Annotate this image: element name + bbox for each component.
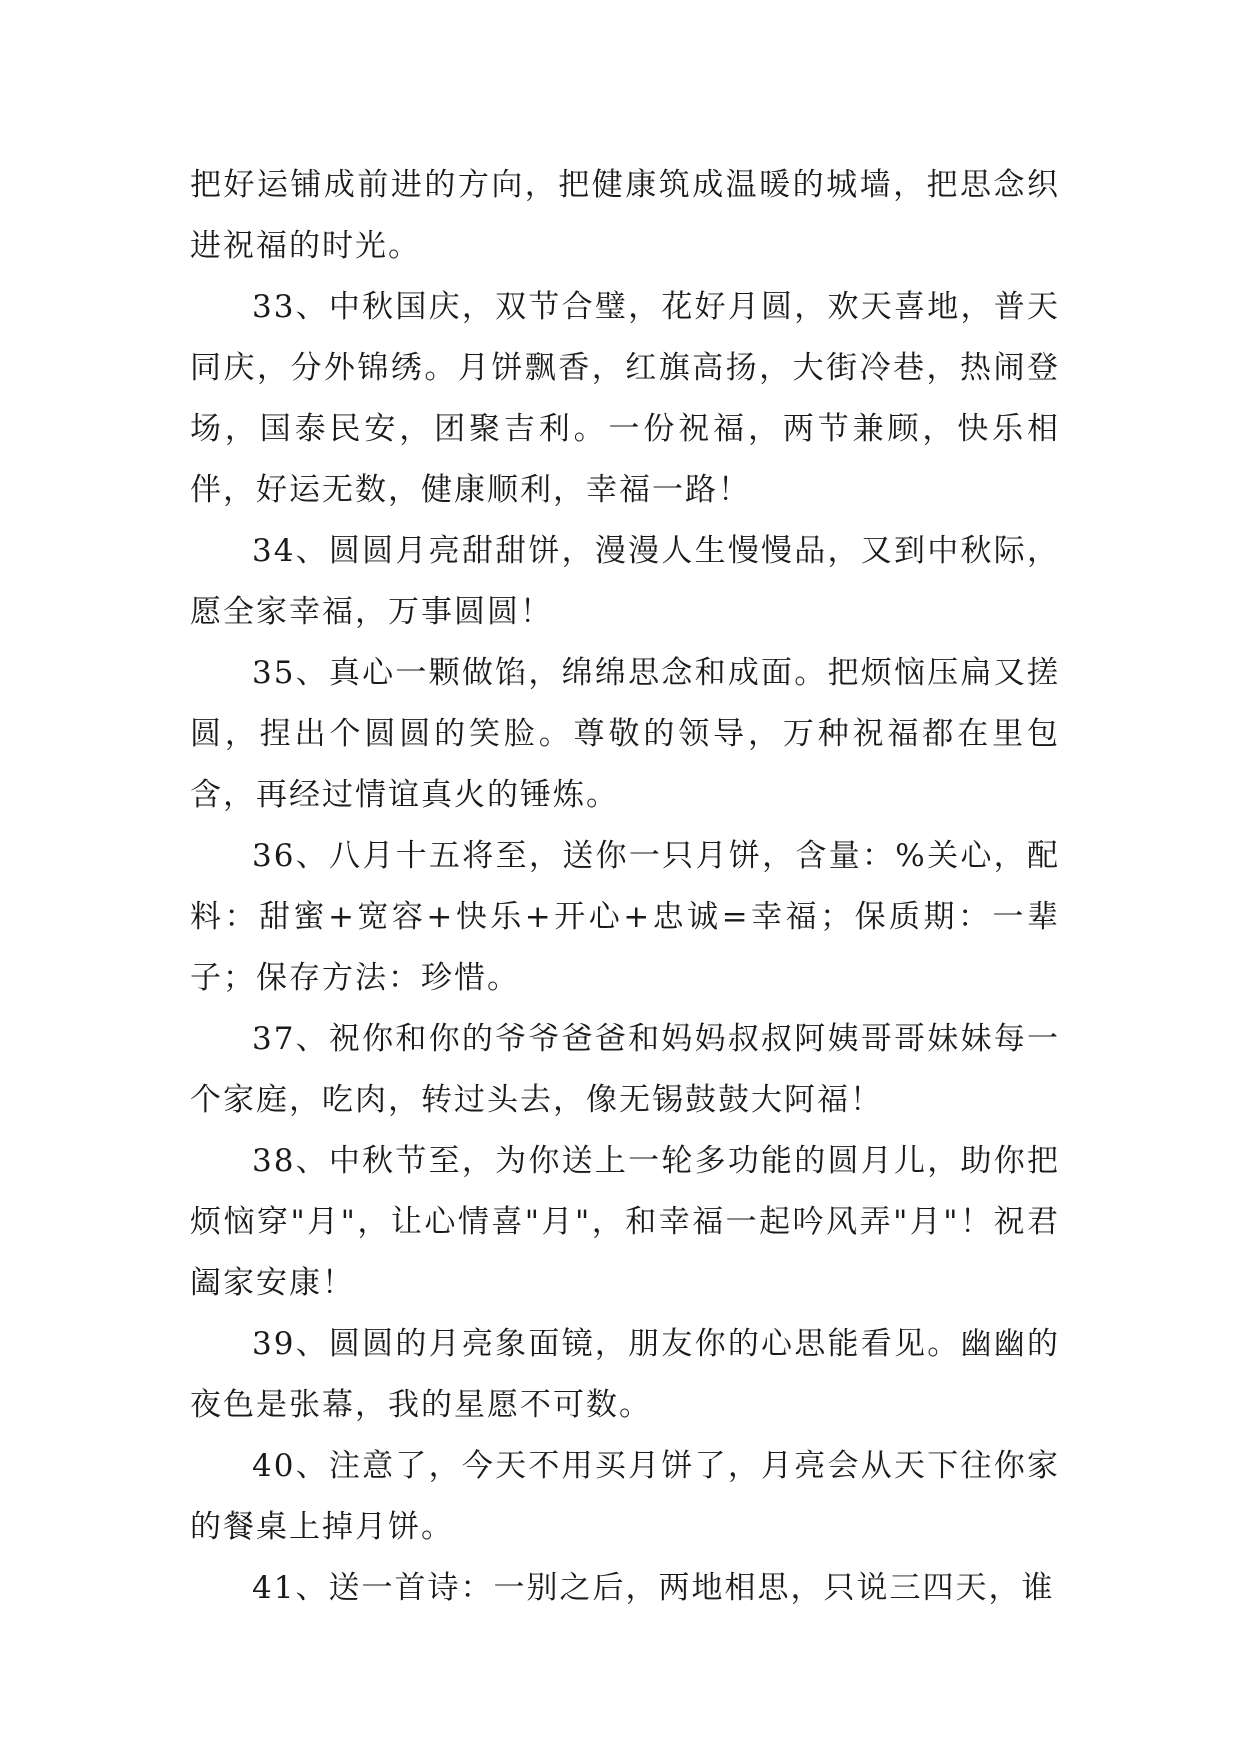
paragraph-39: 39、圆圆的月亮象面镜，朋友你的心思能看见。幽幽的夜色是张幕，我的星愿不可数。: [190, 1326, 1060, 1423]
paragraph-38: 38、中秋节至，为你送上一轮多功能的圆月儿，助你把烦恼穿"月"，让心情喜"月"，和幸福一起吟风弄"月"！祝君阖家安康！: [190, 1143, 1060, 1301]
paragraph-35: 35、真心一颗做馅，绵绵思念和成面。把烦恼压扁又搓圆，捏出个圆圆的笑脸。尊敬的领导，万种祝福都在里包含，再经过情谊真火的锤炼。: [190, 655, 1060, 813]
paragraph-36: 36、八月十五将至，送你一只月饼，含量：%关心，配料：甜蜜+宽容+快乐+开心+忠诚=幸福；保质期：一辈子；保存方法：珍惜。: [190, 838, 1060, 996]
paragraph-37: 37、祝你和你的爷爷爸爸和妈妈叔叔阿姨哥哥妹妹每一个家庭，吃肉，转过头去，像无锡鼓鼓大阿福！: [190, 1021, 1060, 1118]
paragraph-41: 41、送一首诗：一别之后，两地相思，只说三四天，谁: [252, 1570, 1055, 1606]
paragraph-33: 33、中秋国庆，双节合璧，花好月圆，欢天喜地，普天同庆，分外锦绣。月饼飘香，红旗高扬，大街冷巷，热闹登场，国泰民安，团聚吉利。一份祝福，两节兼顾，快乐相伴，好运无数，健康顺利，幸福一路！: [190, 289, 1060, 508]
paragraph-34: 34、圆圆月亮甜甜饼，漫漫人生慢慢品，又到中秋际，愿全家幸福，万事圆圆！: [190, 533, 1060, 630]
paragraph-40: 40、注意了，今天不用买月饼了，月亮会从天下往你家的餐桌上掉月饼。: [190, 1448, 1060, 1545]
paragraph-continuation: 把好运铺成前进的方向，把健康筑成温暖的城墙，把思念织进祝福的时光。: [190, 167, 1060, 264]
document-body: [190, 155, 1060, 1619]
